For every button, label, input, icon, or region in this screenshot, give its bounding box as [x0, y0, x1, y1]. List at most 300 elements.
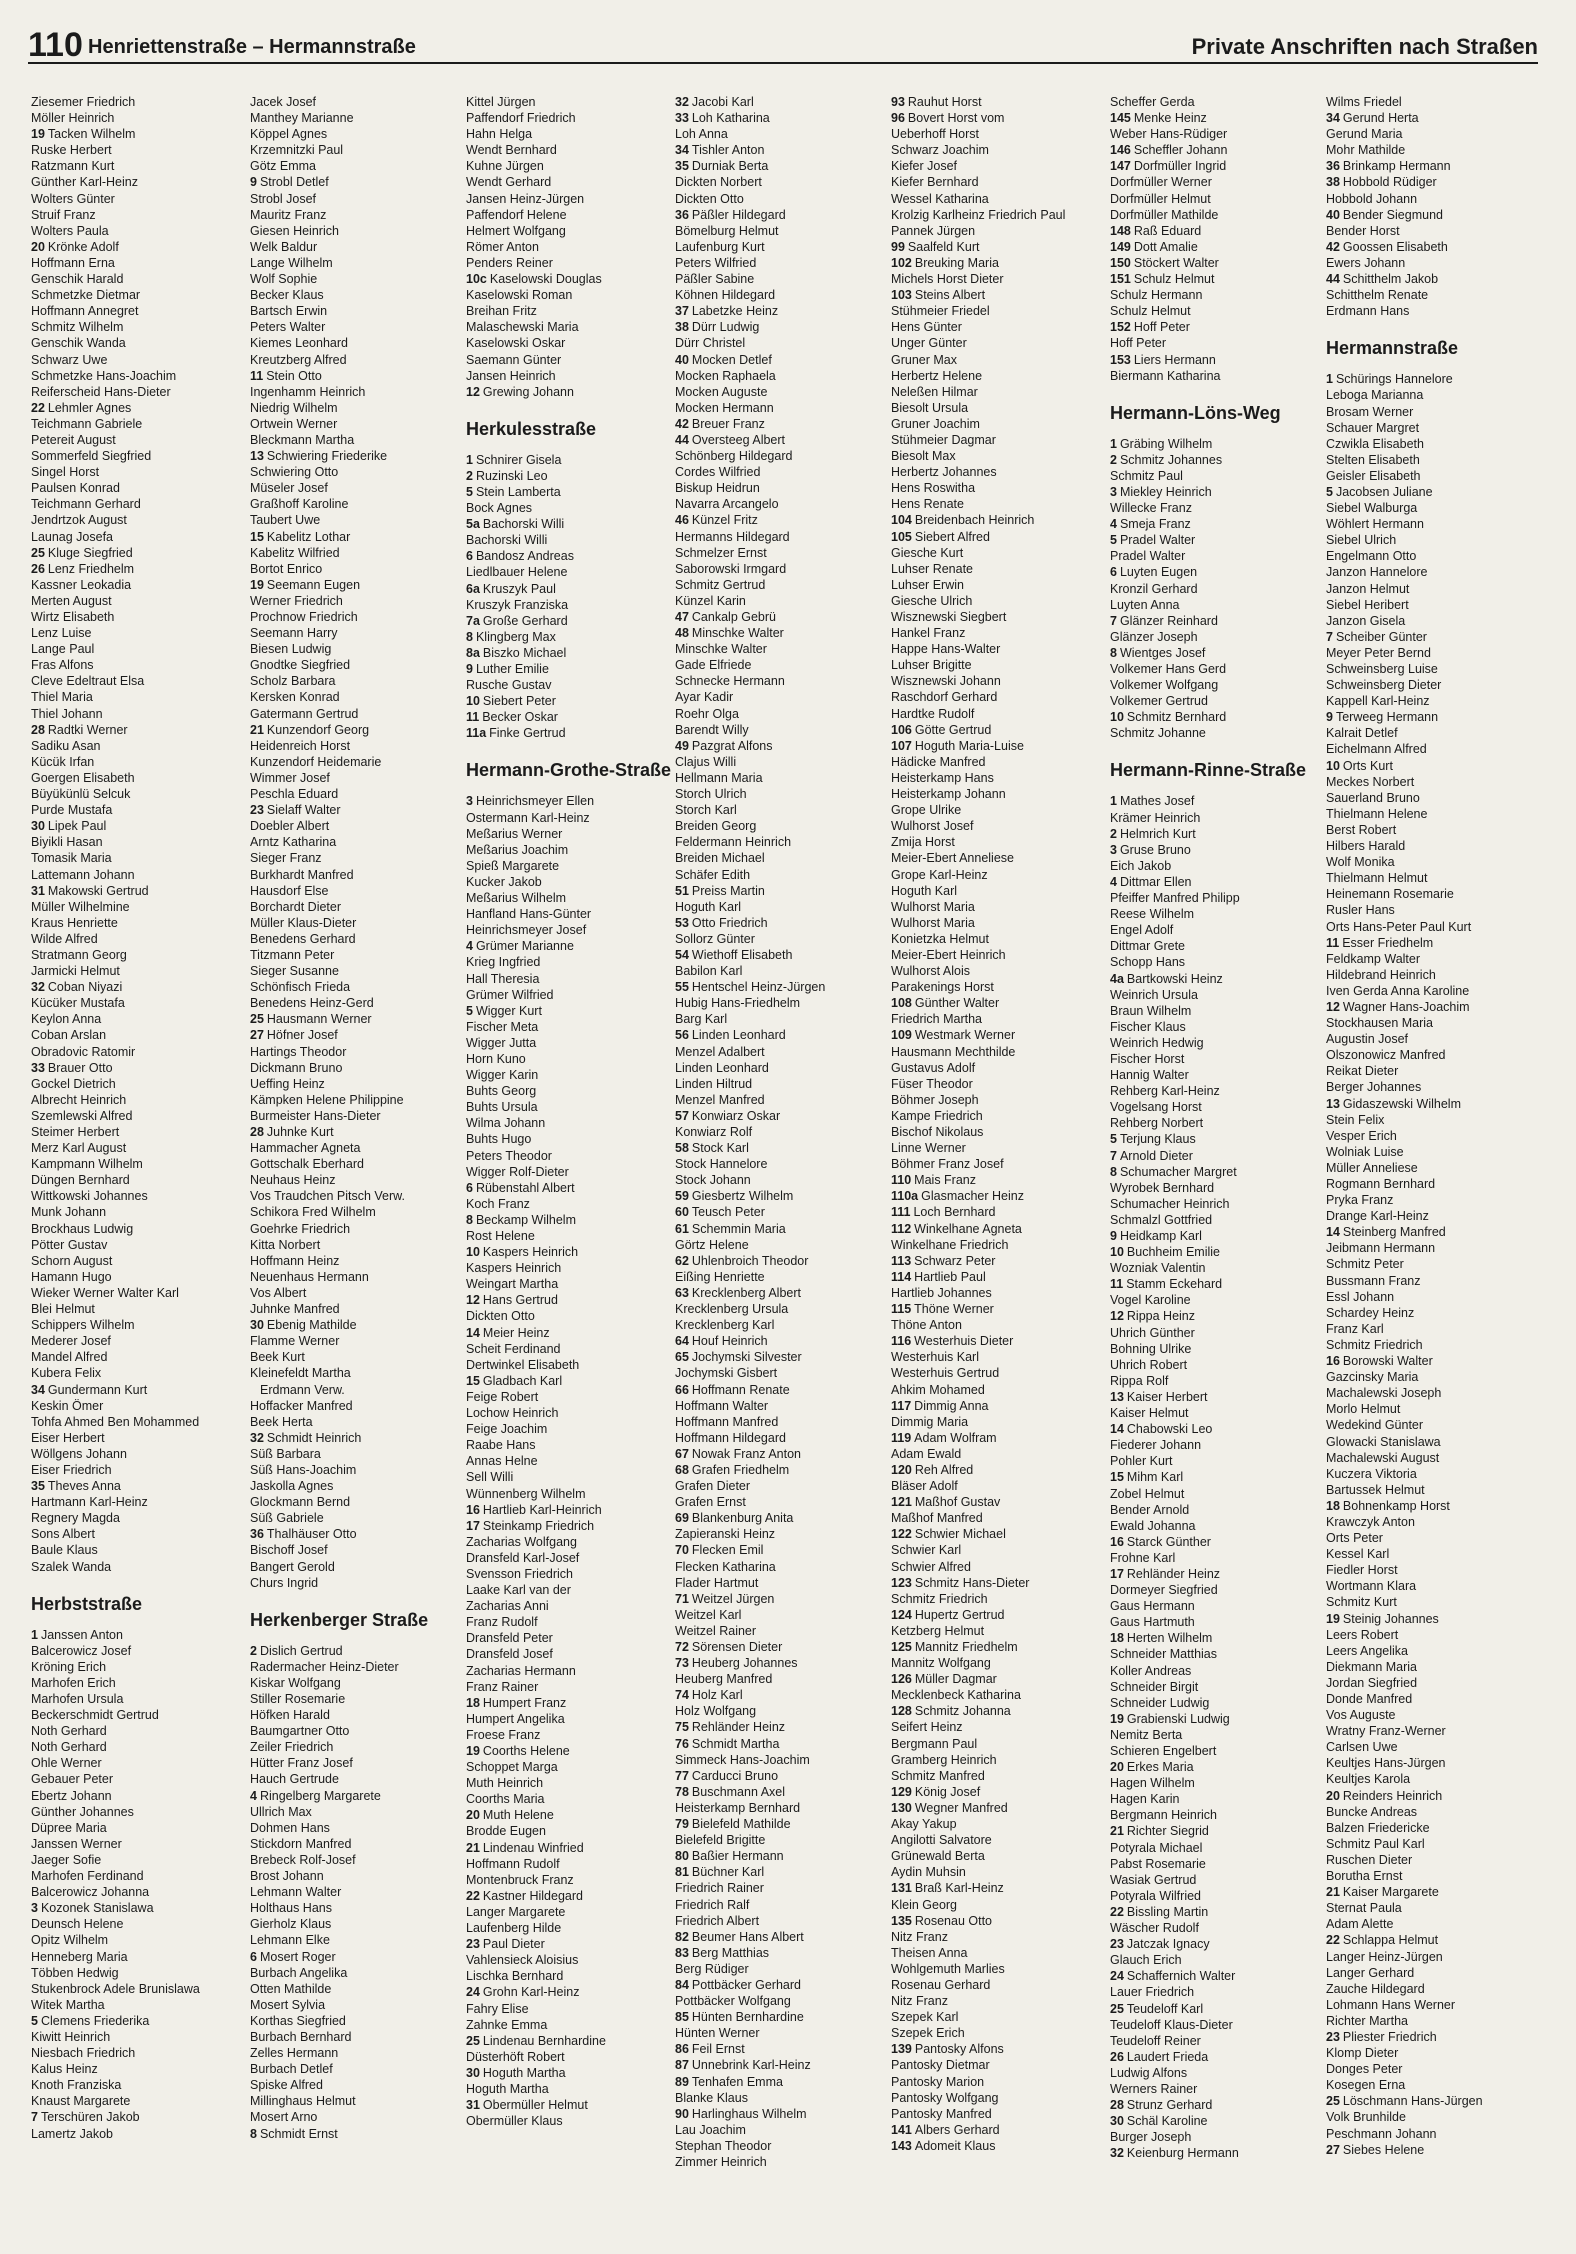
house-number: 96: [891, 111, 905, 126]
resident-name: Hauch Gertrude: [250, 1772, 339, 1787]
house-number: 7: [1110, 1148, 1117, 1163]
resident-name: Ruzinski Leo: [475, 468, 548, 483]
house-number: 21: [1110, 1824, 1124, 1839]
resident-entry: [31, 1997, 243, 2013]
resident-name: Menzel Manfred: [675, 1092, 765, 1107]
resident-entry: [31, 1140, 243, 1156]
house-number: 69: [675, 1511, 689, 1526]
resident-name: Wendt Gerhard: [466, 175, 552, 190]
resident-entry: [675, 2138, 887, 2154]
house-number: 40: [675, 352, 689, 367]
resident-entry: [675, 1768, 887, 1784]
house-number: 51: [675, 883, 689, 898]
resident-name: Burger Joseph: [1110, 2130, 1192, 2145]
resident-entry: [891, 1526, 1103, 1542]
street-range: Henriettenstraße – Hermannstraße: [88, 36, 416, 58]
resident-name: Schmitz Wilhelm: [31, 320, 124, 335]
resident-name: Wiethoff Elisabeth: [691, 947, 793, 962]
resident-name: Muth Heinrich: [466, 1776, 544, 1791]
resident-entry: [675, 1140, 887, 1156]
house-number: 11: [1110, 1277, 1124, 1292]
resident-entry: [675, 303, 887, 319]
resident-entry: [1110, 1598, 1322, 1614]
resident-name: Knoth Franziska: [31, 2078, 122, 2093]
resident-name: Fischer Meta: [466, 1019, 539, 1034]
resident-name: Marhofen Ursula: [31, 1692, 124, 1706]
house-number: 57: [675, 1108, 689, 1123]
resident-name: Lohmann Hans Werner: [1326, 1997, 1456, 2012]
resident-name: Wünnenberg Wilhelm: [466, 1486, 586, 1501]
resident-name: Schmitz Kurt: [1326, 1595, 1397, 1610]
resident-entry: [891, 110, 1103, 126]
resident-entry: [31, 1755, 243, 1771]
resident-entry: [1110, 532, 1322, 548]
resident-entry: [1326, 1594, 1538, 1610]
resident-name: Pötter Gustav: [31, 1237, 108, 1252]
resident-entry: [675, 577, 887, 593]
house-number: 150: [1110, 255, 1131, 270]
resident-name: Hoffmann Rudolf: [466, 1856, 560, 1871]
house-number: 8: [1110, 1164, 1117, 1179]
resident-name: Sauerland Bruno: [1326, 790, 1420, 805]
resident-entry: [250, 1398, 462, 1414]
resident-name: Lange Wilhelm: [250, 255, 333, 270]
resident-entry: [675, 786, 887, 802]
resident-name: Bergmann Heinrich: [1110, 1808, 1217, 1823]
resident-name: Bender Horst: [1326, 223, 1400, 238]
resident-name: Heinrichsmeyer Ellen: [475, 794, 595, 809]
resident-entry: [250, 2077, 462, 2093]
resident-name: Raschdorf Gerhard: [891, 690, 998, 705]
resident-name: Fischer Klaus: [1110, 1019, 1186, 1034]
resident-entry: [250, 1542, 462, 1558]
resident-entry: [466, 1180, 678, 1196]
resident-entry: [466, 1453, 678, 1469]
resident-entry: [1110, 158, 1322, 174]
resident-name: Heinrichsmeyer Josef: [466, 923, 587, 938]
resident-entry: [250, 1916, 462, 1932]
resident-name: Gramberg Heinrich: [891, 1752, 997, 1767]
resident-entry: [31, 400, 243, 416]
resident-entry: [466, 1325, 678, 1341]
house-number: 110a: [891, 1189, 919, 1204]
resident-name: Pabst Rosemarie: [1110, 1856, 1206, 1871]
house-number: 13: [250, 449, 264, 464]
resident-entry: [31, 191, 243, 207]
resident-name: Zimmer Heinrich: [675, 2155, 767, 2169]
resident-name: Dürr Ludwig: [691, 320, 760, 335]
resident-name: Lehmann Walter: [250, 1885, 342, 1900]
resident-entry: [1110, 1003, 1322, 1019]
resident-entry: [250, 416, 462, 432]
resident-entry: [1326, 1997, 1538, 2013]
resident-entry: [1326, 1691, 1538, 1707]
house-number: 149: [1110, 239, 1131, 254]
resident-entry: [31, 979, 243, 995]
resident-entry: [675, 673, 887, 689]
resident-entry: [1326, 436, 1538, 452]
resident-entry: [31, 142, 243, 158]
resident-name: Bartkowski Heinz: [1126, 971, 1223, 986]
resident-entry: [1326, 935, 1538, 951]
resident-entry: [675, 448, 887, 464]
resident-entry: [1110, 1759, 1322, 1775]
resident-name: Starck Günther: [1126, 1534, 1211, 1549]
resident-entry: [31, 915, 243, 931]
resident-entry: [891, 352, 1103, 368]
house-number: 30: [1110, 2114, 1124, 2129]
resident-name: Teichmann Gerhard: [31, 497, 141, 512]
resident-name: Luhser Erwin: [891, 577, 964, 592]
resident-name: Erkes Maria: [1126, 1760, 1194, 1775]
house-number: 31: [31, 883, 45, 898]
resident-name: Lau Joachim: [675, 2122, 746, 2137]
resident-entry: [1326, 1981, 1538, 1997]
resident-name: Kabelitz Lothar: [266, 529, 351, 544]
resident-name: Berst Robert: [1326, 822, 1397, 837]
resident-name: Kaspers Heinrich: [466, 1261, 562, 1276]
resident-entry: [31, 1027, 243, 1043]
house-number: 2: [466, 468, 473, 483]
resident-entry: [466, 384, 678, 400]
resident-name: Werner Friedrich: [250, 593, 343, 608]
resident-name: Bömelburg Helmut: [675, 223, 779, 238]
resident-entry: [250, 786, 462, 802]
resident-entry: [466, 1823, 678, 1839]
resident-entry: [1110, 1920, 1322, 1936]
resident-name: Mocken Auguste: [675, 384, 768, 399]
resident-name: Richter Martha: [1326, 2013, 1408, 2028]
resident-name: Gaus Hermann: [1110, 1599, 1195, 1614]
resident-name: Schmetzke Dietmar: [31, 288, 141, 303]
house-number: 145: [1110, 111, 1131, 126]
resident-name: Schweinsberg Luise: [1326, 662, 1438, 676]
resident-entry: [1110, 922, 1322, 938]
resident-entry: [675, 2057, 887, 2073]
resident-name: Ewers Johann: [1326, 255, 1406, 270]
resident-name: Kampmann Wilhelm: [31, 1157, 143, 1172]
resident-entry: [31, 1011, 243, 1027]
resident-name: Volkemer Hans Gerd: [1110, 662, 1227, 676]
resident-name: Potyrala Michael: [1110, 1840, 1203, 1855]
resident-name: Stiller Rosemarie: [250, 1692, 346, 1706]
resident-entry: [891, 1542, 1103, 1558]
resident-entry: [1326, 1385, 1538, 1401]
resident-name: Wratny Franz-Werner: [1326, 1724, 1446, 1739]
resident-entry: [675, 2074, 887, 2090]
house-number: 78: [675, 1784, 689, 1799]
resident-entry: [891, 1800, 1103, 1816]
resident-entry: [1326, 581, 1538, 597]
resident-entry: [250, 1172, 462, 1188]
resident-name: Weber Hans-Rüdiger: [1110, 127, 1228, 142]
resident-name: Müller Anneliese: [1326, 1160, 1418, 1175]
resident-entry: [1326, 174, 1538, 190]
resident-entry: [1110, 255, 1322, 271]
resident-entry: [31, 448, 243, 464]
resident-name: Hobbold Rüdiger: [1342, 175, 1437, 190]
resident-entry: [1326, 1096, 1538, 1112]
resident-name: Krecklenberg Karl: [675, 1318, 775, 1333]
resident-entry: [466, 1872, 678, 1888]
resident-name: Kabelitz Wilfried: [250, 545, 340, 560]
resident-entry: [250, 2126, 462, 2142]
resident-entry: [466, 1727, 678, 1743]
resident-name: Bangert Gerold: [250, 1559, 335, 1574]
house-number: 32: [31, 980, 45, 995]
resident-name: Brebeck Rolf-Josef: [250, 1852, 356, 1867]
resident-entry: [675, 1365, 887, 1381]
resident-entry: [250, 287, 462, 303]
resident-entry: [891, 223, 1103, 239]
house-number: 8a: [466, 645, 480, 660]
resident-entry: [466, 452, 678, 468]
resident-entry: [1110, 1019, 1322, 1035]
resident-name: Schwiering Friederike: [266, 449, 388, 464]
resident-name: Lehmann Elke: [250, 1933, 330, 1948]
resident-name: Künzel Karin: [675, 593, 746, 608]
resident-entry: [250, 947, 462, 963]
column-1: [31, 94, 243, 2142]
resident-name: Munk Johann: [31, 1205, 107, 1220]
resident-entry: [250, 207, 462, 223]
house-number: 1: [31, 1627, 38, 1642]
resident-name: Bandosz Andreas: [475, 549, 574, 564]
resident-entry: [250, 1365, 462, 1381]
resident-entry: [1110, 661, 1322, 677]
resident-entry: [1110, 2049, 1322, 2065]
resident-name: Heisterkamp Hans: [891, 770, 994, 785]
resident-entry: [675, 1736, 887, 1752]
resident-entry: [891, 609, 1103, 625]
resident-entry: [891, 1607, 1103, 1623]
resident-name: Obermüller Klaus: [466, 2114, 563, 2129]
resident-name: Hünten Werner: [675, 2026, 760, 2041]
resident-entry: [891, 142, 1103, 158]
house-number: 8: [466, 629, 473, 644]
resident-name: Rehberg Karl-Heinz: [1110, 1084, 1220, 1099]
resident-entry: [1110, 629, 1322, 645]
resident-name: Fiederer Johann: [1110, 1438, 1202, 1453]
house-number: 76: [675, 1736, 689, 1751]
resident-name: Janzon Hannelore: [1326, 565, 1428, 580]
resident-entry: [675, 1204, 887, 1220]
resident-name: Borchardt Dieter: [250, 899, 342, 914]
resident-entry: [1326, 1434, 1538, 1450]
resident-entry: [31, 2077, 243, 2093]
house-number: 12: [466, 1293, 480, 1308]
resident-name: Erdmann Verw.: [260, 1382, 345, 1397]
resident-name: Wöhlert Hermann: [1326, 517, 1424, 532]
resident-entry: [1110, 110, 1322, 126]
resident-entry: [31, 94, 243, 110]
resident-entry: [466, 1566, 678, 1582]
house-number: 109: [891, 1028, 912, 1043]
resident-name: Hardtke Rudolf: [891, 706, 975, 721]
house-number: 106: [891, 722, 912, 737]
resident-entry: [1326, 693, 1538, 709]
house-number: 123: [891, 1575, 912, 1590]
resident-name: Hünten Bernhardine: [691, 2010, 804, 2025]
resident-entry: [31, 786, 243, 802]
resident-name: Pannek Jürgen: [891, 223, 976, 238]
resident-entry: [891, 818, 1103, 834]
resident-entry: [250, 1997, 462, 2013]
resident-entry: [675, 1832, 887, 1848]
resident-name: Schmidt Martha: [691, 1736, 780, 1751]
resident-name: Bischoff Josef: [250, 1543, 328, 1558]
street-heading: Herbststraße: [31, 1593, 143, 1614]
house-number: 116: [891, 1334, 912, 1349]
resident-name: Schürings Hannelore: [1335, 372, 1453, 387]
resident-entry: [1110, 709, 1322, 725]
resident-name: Heidenreich Horst: [250, 738, 351, 753]
resident-entry: [1110, 1469, 1322, 1485]
resident-entry: [891, 1430, 1103, 1446]
house-number: 65: [675, 1350, 689, 1365]
resident-entry: [466, 725, 678, 741]
resident-name: Wohlgemuth Marlies: [891, 1961, 1005, 1976]
house-number: 42: [675, 416, 689, 431]
resident-entry: [891, 239, 1103, 255]
resident-entry: [466, 874, 678, 890]
resident-entry: [675, 561, 887, 577]
resident-entry: [675, 464, 887, 480]
resident-name: Brinkamp Hermann: [1342, 159, 1451, 174]
resident-entry: [31, 561, 243, 577]
resident-name: Rauhut Horst: [907, 95, 982, 109]
resident-name: Hoguth Karl: [891, 883, 958, 898]
resident-entry: [675, 1961, 887, 1977]
house-number: 80: [675, 1849, 689, 1864]
resident-entry: [1110, 987, 1322, 1003]
resident-entry: [466, 1968, 678, 1984]
house-number: 120: [891, 1462, 912, 1477]
house-number: 15: [466, 1373, 480, 1388]
resident-entry: [1326, 741, 1538, 757]
resident-name: Hobbold Johann: [1326, 191, 1418, 206]
resident-entry: [466, 2001, 678, 2017]
resident-name: Kubera Felix: [31, 1366, 102, 1381]
resident-name: Pryka Franz: [1326, 1193, 1394, 1208]
resident-name: Dickmann Bruno: [250, 1060, 343, 1075]
resident-name: Westerhuis Dieter: [914, 1334, 1014, 1349]
resident-name: Reese Wilhelm: [1110, 907, 1195, 922]
resident-name: Stein Felix: [1326, 1112, 1385, 1127]
resident-name: Manthey Marianne: [250, 111, 354, 126]
resident-entry: [466, 1695, 678, 1711]
resident-entry: [466, 255, 678, 271]
resident-entry: [1110, 484, 1322, 500]
resident-name: Radermacher Heinz-Dieter: [250, 1659, 399, 1674]
resident-entry: [1110, 126, 1322, 142]
resident-name: Rosenau Gerhard: [891, 1977, 991, 1992]
resident-entry: [250, 802, 462, 818]
resident-entry: [466, 1260, 678, 1276]
house-number: 75: [675, 1720, 689, 1735]
house-number: 1: [1110, 794, 1117, 809]
resident-name: Pantosky Wolfgang: [891, 2090, 999, 2105]
resident-entry: [891, 625, 1103, 641]
resident-name: Labetzke Heinz: [691, 304, 779, 319]
resident-name: Graßhoff Karoline: [250, 497, 349, 512]
resident-name: Wigger Rolf-Dieter: [466, 1164, 569, 1179]
resident-name: Bortot Enrico: [250, 561, 323, 576]
resident-name: Mederer Josef: [31, 1334, 111, 1349]
house-number: 86: [675, 2042, 689, 2057]
resident-entry: [891, 1864, 1103, 1880]
resident-name: Dorfmüller Werner: [1110, 175, 1212, 190]
resident-entry: [675, 400, 887, 416]
resident-entry: [250, 464, 462, 480]
resident-entry: [891, 1333, 1103, 1349]
resident-name: Brosam Werner: [1326, 404, 1414, 419]
resident-entry: [891, 1559, 1103, 1575]
resident-name: Wedekind Günter: [1326, 1418, 1424, 1433]
resident-entry: [675, 1253, 887, 1269]
resident-entry: [675, 1687, 887, 1703]
resident-entry: [891, 545, 1103, 561]
resident-name: Stelten Elisabeth: [1326, 452, 1420, 467]
resident-name: Knaust Margarete: [31, 2094, 131, 2109]
resident-entry: [31, 1172, 243, 1188]
house-number: 25: [1326, 2094, 1340, 2109]
resident-name: Franz Rainer: [466, 1679, 539, 1694]
resident-entry: [466, 1276, 678, 1292]
resident-entry: [1326, 597, 1538, 613]
resident-name: Köhnen Hildegard: [675, 288, 776, 303]
resident-name: Lamertz Jakob: [31, 2126, 113, 2141]
resident-name: Gerund Maria: [1326, 127, 1403, 142]
house-number: 19: [1326, 1611, 1340, 1626]
resident-name: Coorths Maria: [466, 1792, 545, 1807]
resident-name: Neuhaus Heinz: [250, 1173, 336, 1188]
resident-name: Böhmer Franz Josef: [891, 1157, 1004, 1172]
resident-entry: [675, 1880, 887, 1896]
resident-entry: [466, 1486, 678, 1502]
resident-name: Schmelzer Ernst: [675, 545, 767, 560]
resident-name: Weingart Martha: [466, 1277, 559, 1292]
house-number: 42: [1326, 239, 1340, 254]
resident-name: Wientges Josef: [1119, 645, 1206, 660]
house-number: 62: [675, 1253, 689, 1268]
house-number: 81: [675, 1865, 689, 1880]
resident-name: Kreutzberg Alfred: [250, 352, 347, 367]
resident-name: Engel Adolf: [1110, 923, 1174, 938]
resident-entry: [1110, 2129, 1322, 2145]
resident-name: Tohfa Ahmed Ben Mohammed: [31, 1414, 200, 1429]
resident-entry: [675, 1317, 887, 1333]
resident-name: Kersken Konrad: [250, 690, 340, 705]
resident-entry: [1326, 1256, 1538, 1272]
resident-entry: [891, 1172, 1103, 1188]
resident-name: Arnold Dieter: [1119, 1148, 1193, 1163]
resident-entry: [1110, 1453, 1322, 1469]
resident-name: Baßier Hermann: [691, 1849, 784, 1864]
house-number: 17: [1110, 1566, 1124, 1581]
resident-name: Uhlenbroich Theodor: [691, 1253, 809, 1268]
resident-name: Tenhafen Emma: [691, 2074, 783, 2089]
resident-entry: [1110, 1051, 1322, 1067]
resident-entry: [466, 1341, 678, 1357]
resident-name: Hagen Karin: [1110, 1792, 1180, 1807]
resident-entry: [250, 1188, 462, 1204]
resident-entry: [1326, 1015, 1538, 1031]
house-number: 27: [1326, 2142, 1340, 2157]
resident-entry: [891, 1752, 1103, 1768]
resident-entry: [1326, 1788, 1538, 1804]
resident-entry: [1110, 564, 1322, 580]
